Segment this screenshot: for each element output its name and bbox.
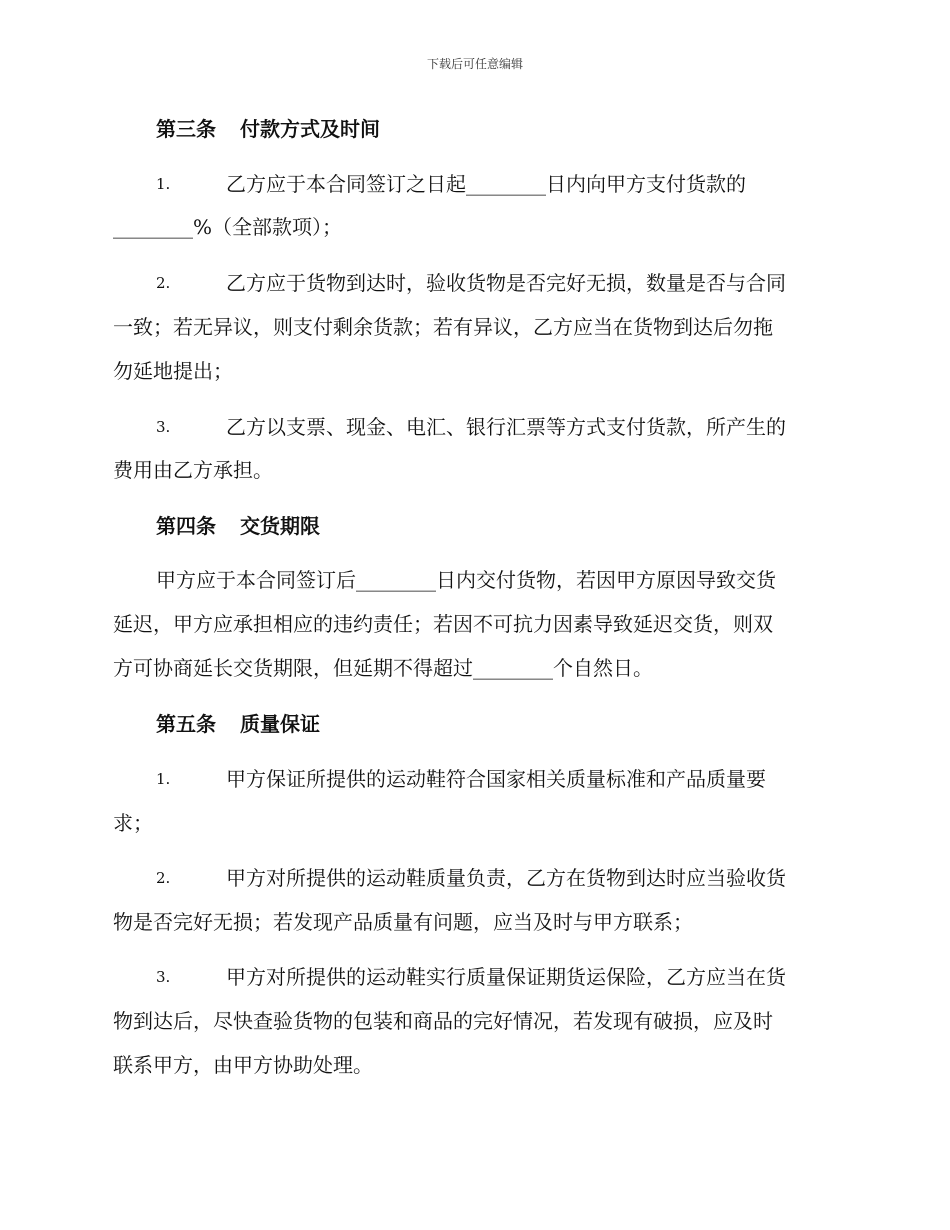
article-4-line-1: 甲方应于本合同签订后________日内交付货物，若因甲方原因导致交货 [156, 568, 776, 592]
article-4-number: 第四条 [156, 514, 216, 538]
article-5-item-1-number: 1. [156, 770, 171, 788]
article-5-title: 质量保证 [240, 712, 320, 736]
article-5-item-3-number: 3. [156, 968, 171, 986]
article-4-line-2: 延迟，甲方应承担相应的违约责任；若因不可抗力因素导致延迟交货，则双 [113, 612, 773, 636]
article-5-item-2-number: 2. [156, 869, 171, 887]
article-3-item-1-line-2: ________%（全部款项）； [113, 215, 343, 239]
article-5-number: 第五条 [156, 712, 216, 736]
article-3-item-1-number: 1. [156, 175, 171, 193]
article-3-item-3-line-2: 费用由乙方承担。 [113, 458, 273, 482]
article-4-title: 交货期限 [240, 514, 320, 538]
article-5-item-2-line-2: 物是否完好无损；若发现产品质量有问题，应当及时与甲方联系； [113, 910, 693, 934]
article-3-item-2-number: 2. [156, 274, 171, 292]
article-5-heading [156, 710, 320, 738]
article-3-item-2-line-3: 勿延地提出； [113, 359, 233, 383]
article-3-item-2-line-2: 一致；若无异议，则支付剩余货款；若有异议，乙方应当在货物到达后勿拖 [113, 315, 773, 339]
article-5-item-3-line-3: 联系甲方，由甲方协助处理。 [113, 1053, 373, 1077]
article-5-item-3-line-1: 甲方对所提供的运动鞋实行质量保证期货运保险，乙方应当在货 [226, 965, 786, 989]
article-3-heading [156, 115, 380, 143]
article-5-item-3-line-2: 物到达后，尽快查验货物的包装和商品的完好情况，若发现有破损，应及时 [113, 1009, 773, 1033]
article-5-item-1-line-2: 求； [113, 811, 153, 835]
article-3-item-1-line-1: 乙方应于本合同签订之日起________日内向甲方支付货款的 [226, 172, 746, 196]
article-4-heading [156, 512, 320, 540]
article-3-title: 付款方式及时间 [240, 117, 380, 141]
article-3-item-3-line-1: 乙方以支票、现金、电汇、银行汇票等方式支付货款，所产生的 [226, 415, 786, 439]
header-note: 下载后可任意编辑 [426, 57, 523, 71]
article-5-item-1-line-1: 甲方保证所提供的运动鞋符合国家相关质量标准和产品质量要 [226, 767, 766, 791]
article-5-item-2-line-1: 甲方对所提供的运动鞋质量负责，乙方在货物到达时应当验收货 [226, 866, 786, 890]
article-3-item-2-line-1: 乙方应于货物到达时，验收货物是否完好无损，数量是否与合同 [226, 271, 786, 295]
article-4-line-3: 方可协商延长交货期限，但延期不得超过________个自然日。 [113, 656, 653, 680]
article-3-number: 第三条 [156, 117, 216, 141]
article-3-item-3-number: 3. [156, 418, 171, 436]
